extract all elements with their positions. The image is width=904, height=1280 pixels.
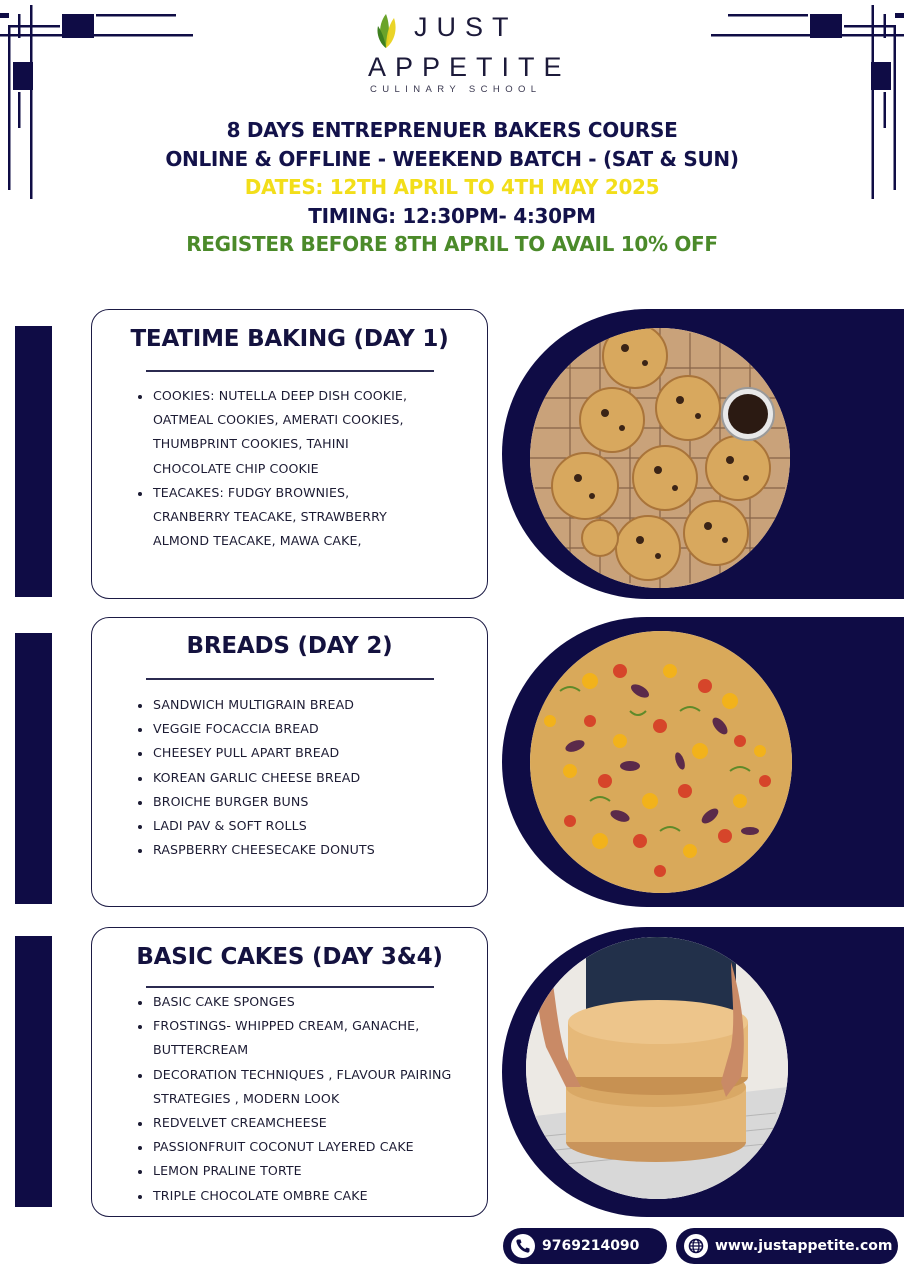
section-item-list [138,693,477,862]
phone-number: 9769214090 [542,1238,640,1254]
course-item-line: SANDWICH MULTIGRAIN BREAD [153,697,355,712]
section-card-cakes [91,927,488,1217]
course-item [138,717,477,741]
course-item-line: VEGGIE FOCACCIA BREAD [153,721,319,737]
course-item-line: FROSTINGS- WHIPPED CREAM, GANACHE, [153,1018,420,1034]
course-item-line: TRIPLE CHOCOLATE OMBRE CAKE [153,1187,368,1203]
discount-offer: REGISTER BEFORE 8TH APRIL TO AVAIL 10% OFF [186,232,718,256]
focaccia-photo [530,631,792,893]
course-item-line: KOREAN GARLIC CHEESE BREAD [153,769,361,785]
section-title: BREADS (DAY 2) [186,633,393,659]
sponge-cake-photo [526,937,788,1199]
course-item [138,790,477,814]
website-url: www.justappetite.com [715,1238,893,1254]
course-item [138,1135,477,1159]
course-title: 8 DAYS ENTREPRENUER BAKERS COURSE [226,118,678,142]
section-accent-bar [15,326,52,597]
title-divider [146,678,434,680]
course-item-line: REDVELVET CREAMCHEESE [153,1115,327,1131]
brand-logo [368,8,571,98]
section-card-teatime [91,309,488,599]
course-item-line: BASIC CAKE SPONGES [153,994,295,1009]
course-item-line: STRATEGIES , MODERN LOOK [153,1090,340,1106]
course-item-line: COOKIES: NUTELLA DEEP DISH COOKIE, [153,388,408,403]
course-item [138,1014,477,1062]
course-item-line: BROICHE BURGER BUNS [153,793,309,809]
course-item-line: LEMON PRALINE TORTE [153,1163,302,1179]
brand-tagline: CULINARY SCHOOL [370,84,542,95]
course-item [138,481,477,554]
phone-contact[interactable] [503,1228,667,1264]
cookies-photo [530,328,790,588]
section-item-list [138,990,477,1208]
section-card-breads [91,617,488,907]
course-item [138,1063,477,1111]
globe-icon [684,1234,708,1258]
course-header [0,116,904,259]
section-item-list [138,384,477,553]
course-item [138,814,477,838]
course-item-line: CHEESEY PULL APART BREAD [153,745,340,761]
course-item-line: TEACAKES: FUDGY BROWNIES, [153,484,350,500]
course-item-line: CHOCOLATE CHIP COOKIE [153,460,319,476]
section-title: TEATIME BAKING (DAY 1) [130,326,449,352]
course-item [138,1184,477,1208]
section-accent-bar [15,936,52,1207]
course-timing: TIMING: 12:30PM- 4:30PM [308,203,596,228]
course-item [138,990,477,1014]
section-accent-bar [15,633,52,904]
course-item-line: LADI PAV & SOFT ROLLS [153,818,307,834]
course-item-line: CRANBERRY TEACAKE, STRAWBERRY [153,509,387,525]
course-item-line: DECORATION TECHNIQUES , FLAVOUR PAIRING [153,1066,452,1082]
course-item-line: BUTTERCREAM [153,1042,249,1058]
phone-icon [511,1234,535,1258]
title-divider [146,986,434,988]
course-item-line: PASSIONFRUIT COCONUT LAYERED CAKE [153,1139,414,1155]
course-item [138,766,477,790]
website-link[interactable] [676,1228,898,1264]
course-item-line: OATMEAL COOKIES, AMERATI COOKIES, [153,412,404,428]
course-item [138,693,477,717]
batch-info: ONLINE & OFFLINE - WEEKEND BATCH - (SAT & SUN) [165,146,739,171]
course-item-line: ALMOND TEACAKE, MAWA CAKE, [153,533,362,549]
course-item [138,838,477,862]
course-dates: DATES: 12TH APRIL TO 4TH MAY 2025 [244,175,660,199]
title-divider [146,370,434,372]
course-item [138,1111,477,1135]
course-item [138,1159,477,1183]
course-item [138,741,477,765]
brand-name-line2: APPETITE [368,52,571,82]
course-item-line: THUMBPRINT COOKIES, TAHINI [153,436,349,452]
section-title: BASIC CAKES (DAY 3&4) [136,944,443,970]
course-item-line: RASPBERRY CHEESECAKE DONUTS [153,842,375,858]
leaf-icon [376,12,400,50]
course-item [138,384,477,481]
brand-name-line1: JUST [414,12,518,42]
